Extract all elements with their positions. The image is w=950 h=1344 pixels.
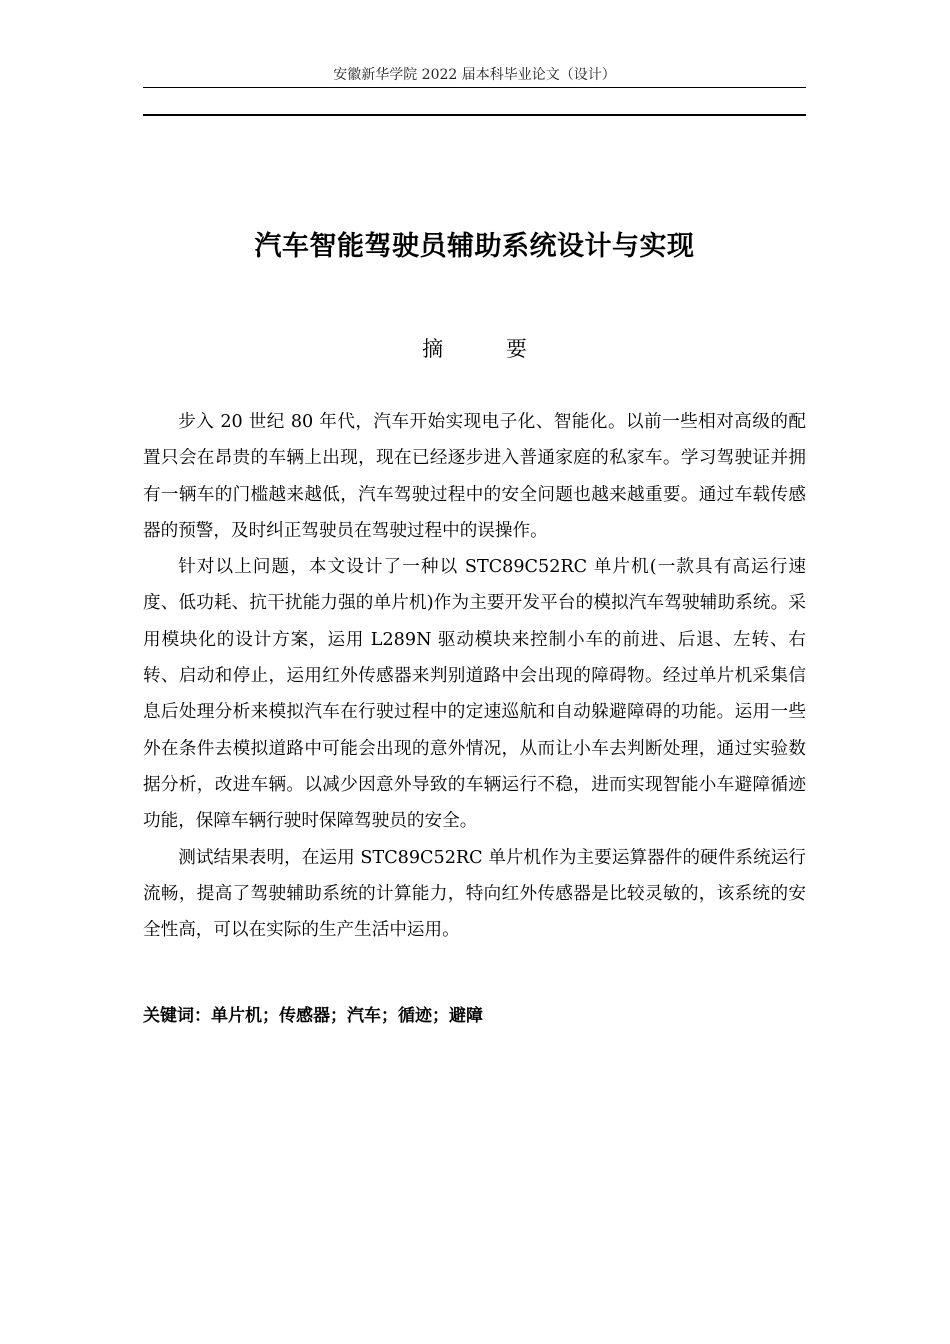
abstract-paragraph-2: 针对以上问题，本文设计了一种以 STC89C52RC 单片机(一款具有高运行速度、低功耗、抗干扰能力强的单片机)作为主要开发平台的模拟汽车驾驶辅助系统。采用模块化的设计方案，运用 L289N 驱动模块来控制小车的前进、后退、左转、右转、启动和停止，运用红外传感器来判别道路中会出现的障碍物。经过单片机采集信息后处理分析来模拟汽车在行驶过程中的定速巡航和自动躲避障碍的功能。运用一些外在条件去模拟道路中可能会出现的意外情况，从而让小车去判断处理，通过实验数据分析，改进车辆。以减少因意外导致的车辆运行不稳，进而实现智能小车避障循迹功能，保障车辆行驶时保障驾驶员的安全。 xyxy=(143,557,806,832)
paper-title: 汽车智能驾驶员辅助系统设计与实现 xyxy=(254,231,695,262)
running-header: 安徽新华学院 2022 届本科毕业论文（设计） xyxy=(333,67,616,83)
abstract-paragraph-1: 步入 20 世纪 80 年代，汽车开始实现电子化、智能化。以前一些相对高级的配置只会在昂贵的车辆上出现，现在已经逐步进入普通家庭的私家车。学习驾驶证并拥有一辆车的门槛越来越低，汽车驾驶过程中的安全问题也越来越重要。通过车载传感器的预警，及时纠正驾驶员在驾驶过程中的误操作。 xyxy=(143,412,806,541)
header-rule-thin xyxy=(143,87,806,88)
keywords-line: 关键词：单片机；传感器；汽车；循迹；避障 xyxy=(143,1006,483,1026)
abstract-paragraph-3: 测试结果表明，在运用 STC89C52RC 单片机作为主要运算器件的硬件系统运行流畅，提高了驾驶辅助系统的计算能力，特向红外传感器是比较灵敏的，该系统的安全性高，可以在实际的生产生活中运用。 xyxy=(143,847,806,941)
header-rule-thick xyxy=(143,114,806,116)
abstract-heading: 摘 要 xyxy=(422,337,555,361)
abstract-body xyxy=(143,404,806,948)
